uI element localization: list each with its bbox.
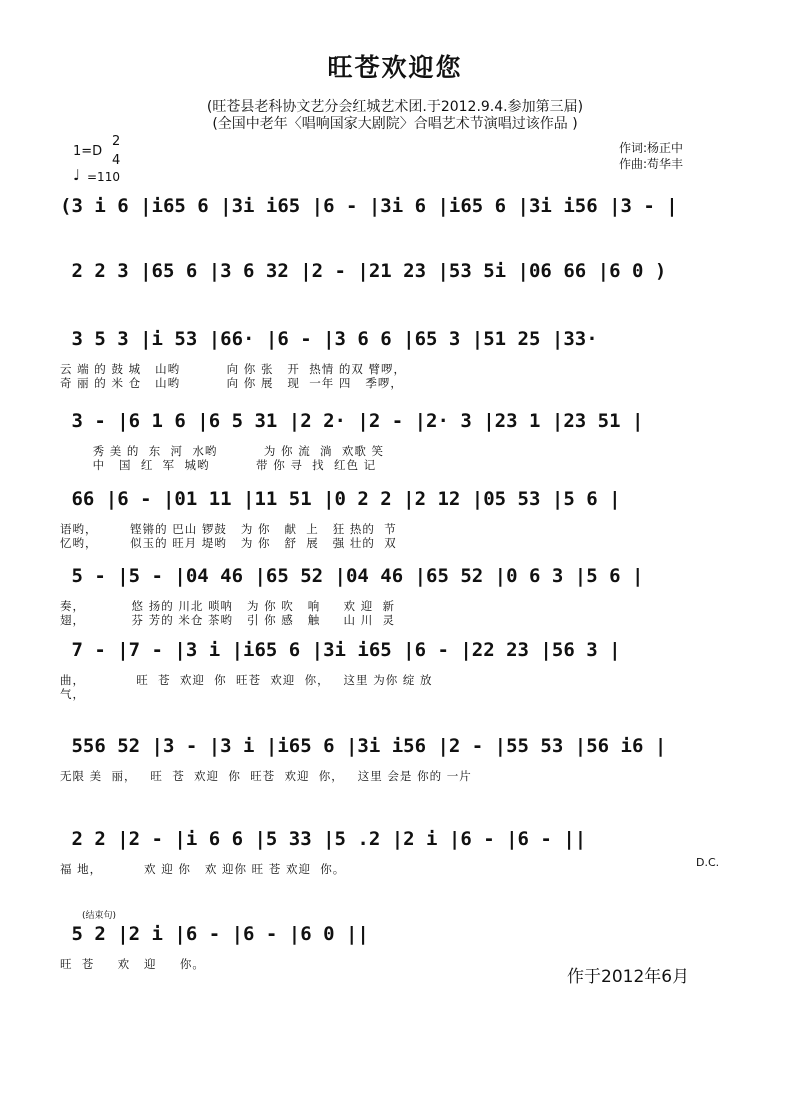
stave-notes: 5 - |5 - |04 46 |65 52 |04 46 |65 52 |0 6 3 |5 6 | — [60, 565, 644, 587]
tempo-note-icon: ♩ — [73, 166, 81, 184]
stave-notes: 2 2 |2 - |i 6 6 |5 33 |5 .2 |2 i |6 - |6 - || — [60, 828, 587, 850]
composition-date: 作于2012年6月 — [567, 967, 690, 987]
stave-notes: 3 - |6 1 6 |6 5 31 |2 2· |2 - |2· 3 |23 1 |23 51 | — [60, 410, 644, 432]
stave-notes: 5 2 |2 i |6 - |6 - |6 0 || — [60, 923, 369, 945]
stave-notes: 556 52 |3 - |3 i |i65 6 |3i i56 |2 - |55 53 |56 i6 | — [60, 735, 667, 757]
lyric-line: 忆哟， 似玉的 旺月 堤哟 为 你 舒 展 强 壮的 双 — [60, 536, 397, 550]
lyric-line: 云 端 的 鼓 城 山哟 向 你 张 开 热情 的双 臂啰， — [60, 362, 407, 376]
lyric-line: 奏， 悠 扬的 川北 唢呐 为 你 吹 响 欢 迎 新 — [60, 599, 396, 613]
da-capo-mark: D.C. — [696, 856, 720, 869]
lyric-line: 福 地， 欢 迎 你 欢 迎你 旺 苍 欢迎 你。 — [60, 862, 346, 876]
lyric-line: 气， — [60, 687, 85, 701]
ending-label: (结束句) — [82, 911, 117, 921]
subtitle-line-2: (全国中老年〈唱响国家大剧院〉合唱艺术节演唱过该作品 ) — [212, 116, 578, 132]
stave-notes: 2 2 3 |65 6 |3 6 32 |2 - |21 23 |53 5i |06 66 |6 0 ) — [60, 260, 667, 282]
stave-notes: 66 |6 - |01 11 |11 51 |0 2 2 |2 12 |05 53 |5 6 | — [60, 488, 621, 510]
lyric-line: 曲， 旺 苍 欢迎 你 旺苍 欢迎 你， 这里 为你 绽 放 — [60, 673, 433, 687]
composer-credit: 作曲:苟华丰 — [619, 157, 684, 171]
lyric-line: 秀 美 的 东 河 水哟 为 你 流 淌 欢歌 笑 — [60, 444, 384, 458]
lyric-line: 奇 丽 的 米 仓 山哟 向 你 展 现 一年 四 季啰， — [60, 376, 403, 390]
tempo-mark: =110 — [87, 170, 120, 184]
time-signature-bottom: 4 — [112, 153, 121, 168]
lyric-line: 翅， 芬 芳的 米仓 茶哟 引 你 感 触 山 川 灵 — [60, 613, 396, 627]
key-signature: 1=D — [73, 144, 103, 159]
lyric-line: 语哟， 铿锵的 巴山 锣鼓 为 你 献 上 狂 热的 节 — [60, 522, 397, 536]
lyricist-credit: 作词:杨正中 — [619, 141, 684, 155]
subtitle-line-1: (旺苍县老科协文艺分会红城艺术团.于2012.9.4.参加第三届) — [206, 99, 584, 115]
song-title: 旺苍欢迎您 — [327, 53, 463, 82]
stave-notes: 7 - |7 - |3 i |i65 6 |3i i65 |6 - |22 23 |56 3 | — [60, 639, 621, 661]
lyric-line: 无限 美 丽， 旺 苍 欢迎 你 旺苍 欢迎 你， 这里 会是 你的 一片 — [60, 769, 472, 783]
time-signature-top: 2 — [112, 134, 121, 149]
lyric-line: 中 国 红 军 城哟 带 你 寻 找 红色 记 — [60, 458, 377, 472]
stave-notes: 3 5 3 |i 53 |66· |6 - |3 6 6 |65 3 |51 25 |33· — [60, 328, 610, 350]
lyric-line: 旺 苍 欢 迎 你。 — [60, 957, 205, 971]
stave-notes: (3 i 6 |i65 6 |3i i65 |6 - |3i 6 |i65 6 |3i i56 |3 - | — [60, 195, 678, 217]
